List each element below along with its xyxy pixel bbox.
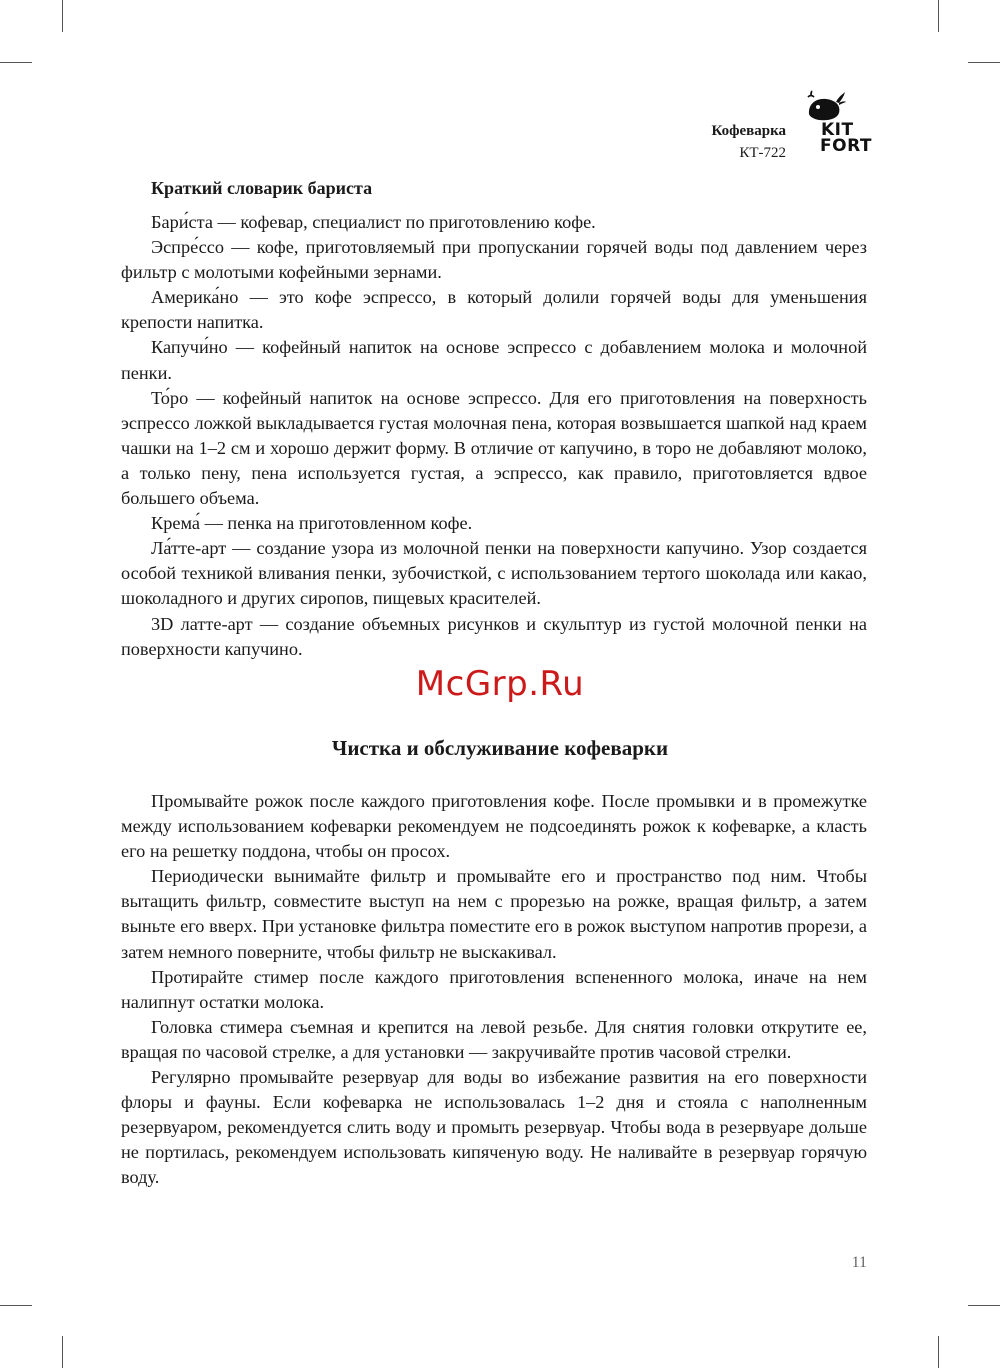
glossary-paragraph: Капучи́но — кофейный напиток на основе эспрессо с добавлением молока и молочной пенки.: [121, 337, 867, 383]
glossary-paragraph: Эспре́ссо — кофе, приготовляемый при пропускании горячей воды под давлением через фильтр с молотыми кофейными зернами.: [121, 237, 867, 283]
cleaning-paragraph: Протирайте стимер после каждого приготовления вспененного молока, иначе на нем налипнут остатки молока.: [121, 966, 867, 1012]
crop-mark: [0, 62, 32, 63]
glossary-paragraph: То́ро — кофейный напиток на основе эспрессо. Для его приготовления на поверхность эспрессо ложкой выкладывается густая молочная пена, которая возвышается шапкой над краем чашки на 1–2 см и хорошо держит форму. В отличие от капучино, в торо не добавляют молоко, а только пену, пена используется густая, а эспрессо, как правило, приготовляется вдвое большего объема.: [121, 387, 867, 509]
watermark: McGrp.Ru: [415, 664, 585, 704]
page-header: [711, 120, 786, 164]
logo-kit: KIT: [821, 120, 854, 140]
crop-mark: [62, 0, 63, 32]
product-model: КТ-722: [739, 145, 786, 161]
crop-mark: [938, 0, 939, 32]
whale-logo-icon: [806, 90, 846, 122]
crop-mark: [968, 1305, 1000, 1306]
glossary-paragraph: 3D латте-арт — создание объемных рисунков и скульптур из густой молочной пенки на поверхности капучино.: [121, 613, 867, 659]
crop-mark: [62, 1336, 63, 1368]
brand-logo: [806, 90, 876, 154]
cleaning-title: Чистка и обслуживание кофеварки: [331, 736, 669, 760]
crop-mark: [0, 1305, 32, 1306]
logo-fort: FORT: [820, 136, 872, 156]
glossary-paragraph: Америка́но — это кофе эспрессо, в который долили горячей воды для уменьшения крепости напитка.: [121, 287, 867, 333]
glossary-paragraph: Ла́тте-арт — создание узора из молочной пенки на поверхности капучино. Узор создается особой техникой вливания пенки, зубочисткой, с использованием тертого шоколада или какао, шоколадного и других сиропов, пищевых красителей.: [121, 538, 867, 609]
product-name: Кофеварка: [711, 123, 786, 139]
cleaning-paragraph: Регулярно промывайте резервуар для воды во избежание развития на его поверхности флоры и фауны. Если кофеварка не использовалась 1–2 дня и стояла с наполненным резервуаром, рекомендуется слить воду и промыть резервуар. Чтобы вода в резервуаре дольше не портилась, рекомендуем использовать кипяченую воду. Не наливайте в резервуар горячую воду.: [121, 1067, 867, 1188]
cleaning-paragraph: Промывайте рожок после каждого приготовления кофе. После промывки и в промежутке между использованием кофеварки рекомендуем не подсоединять рожок к кофеварке, а класть его на решетку поддона, чтобы он просох.: [121, 791, 867, 862]
crop-mark: [938, 1336, 939, 1368]
page-number: 11: [851, 1254, 867, 1271]
cleaning-paragraph: Периодически вынимайте фильтр и промывайте его и пространство под ним. Чтобы вытащить фильтр, совместите выступ на нем с прорезью на рожке, вращая фильтр, а затем выньте его вверх. При установке фильтра поместите его в рожок выступом напротив прорези, а затем немного поверните, чтобы фильтр не выскакивал.: [121, 866, 867, 962]
glossary-paragraph: Бари́ста — кофевар, специалист по приготовлению кофе.: [151, 212, 596, 232]
glossary-title: Краткий словарик бариста: [151, 178, 373, 198]
glossary-paragraph: Крема́ — пенка на приготовленном кофе.: [151, 513, 473, 534]
cleaning-paragraph: Головка стимера съемная и крепится на левой резьбе. Для снятия головки открутите ее, вращая по часовой стрелке, а для установки — закручивайте против часовой стрелки.: [121, 1016, 867, 1062]
glossary-section: [121, 176, 867, 662]
cleaning-section: [121, 789, 867, 1191]
crop-mark: [968, 62, 1000, 63]
